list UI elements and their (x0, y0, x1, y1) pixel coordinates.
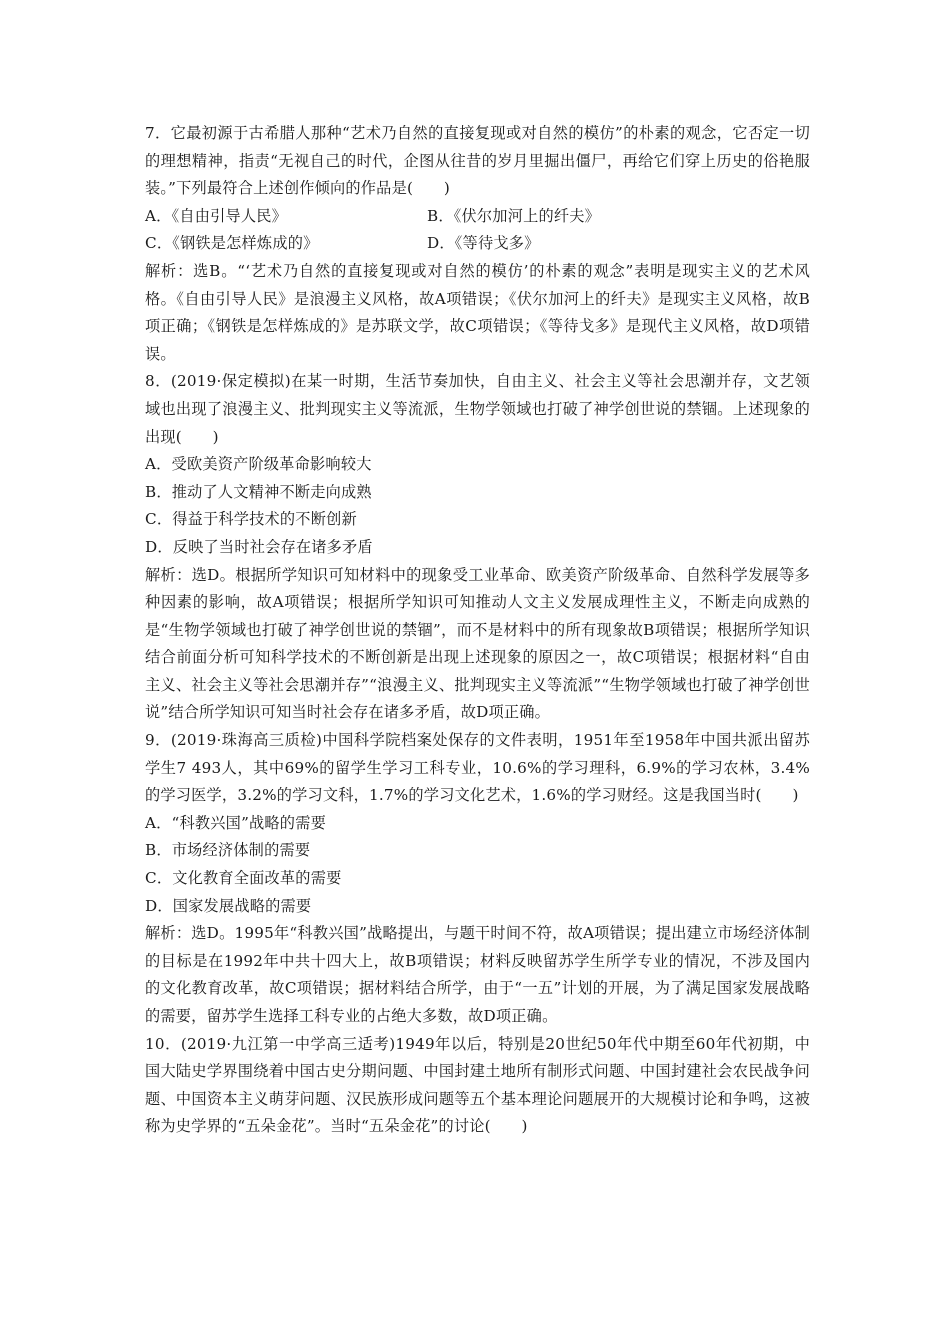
analysis: 解析：选D。1995年“科教兴国”战略提出，与题干时间不符，故A项错误；提出建立市场经济体制的目标是在1992年中共十四大上，故B项错误；材料反映留苏学生所学专业的情况，不涉及国内的文化教育改革，故C项错误；据材料结合所学，由于“一五”计划的开展，为了满足国家发展战略的需要，留苏学生选择工科专业的占绝大多数，故D项正确。 (145, 924, 810, 1025)
analysis: 解析：选B。“‘艺术乃自然的直接复现或对自然的模仿’的朴素的观念”表明是现实主义的艺术风格。《自由引导人民》是浪漫主义风格，故A项错误；《伏尔加河上的纤夫》是现实主义风格，故B项正确；《钢铁是怎样炼成的》是苏联文学，故C项错误；《等待戈多》是现代主义风格，故D项错误。 (145, 261, 810, 363)
question-7 (145, 120, 810, 368)
option-c: C．文化教育全面改革的需要 (145, 869, 342, 888)
option-b: B．《伏尔加河上的纤夫》 (427, 206, 601, 225)
question-8 (145, 368, 810, 727)
option-a: A．“科教兴国”战略的需要 (145, 813, 326, 832)
option-row (145, 203, 810, 231)
option-a: A．《自由引导人民》 (145, 206, 288, 225)
option-b: B．推动了人文精神不断走向成熟 (145, 482, 372, 501)
option-c: C．《钢铁是怎样炼成的》 (145, 234, 319, 253)
question-stem: 10．(2019·九江第一中学高三适考)1949年以后，特别是20世纪50年代中期至60年代初期，中国大陆史学界围绕着中国古史分期问题、中国封建土地所有制形式问题、中国封建社会农民战争问题、中国资本主义萌芽问题、汉民族形成问题等五个基本理论问题展开的大规模讨论和争鸣，这被称为史学界的“五朵金花”。当时“五朵金花”的讨论( ) (145, 1034, 810, 1136)
option-d: D．国家发展战略的需要 (145, 896, 312, 915)
analysis: 解析：选D。根据所学知识可知材料中的现象受工业革命、欧美资产阶级革命、自然科学发展等多种因素的影响，故A项错误；根据所学知识可知推动人文主义发展成理性主义，不断走向成熟的是“生物学领域也打破了神学创世说的禁锢”，而不是材料中的所有现象故B项错误；根据所学知识结合前面分析可知科学技术的不断创新是出现上述现象的原因之一，故C项错误；根据材料“自由主义、社会主义等社会思潮并存”“浪漫主义、批判现实主义等流派”“生物学领域也打破了神学创世说”结合所学知识可知当时社会存在诸多矛盾，故D项正确。 (145, 565, 810, 722)
document-page (145, 120, 810, 1141)
option-a: A．受欧美资产阶级革命影响较大 (145, 455, 372, 474)
question-10 (145, 1031, 810, 1141)
question-stem: 7．它最初源于古希腊人那种“艺术乃自然的直接复现或对自然的模仿”的朴素的观念，它否定一切的理想精神，指责“无视自己的时代，企图从往昔的岁月里掘出僵尸，再给它们穿上历史的俗艳服装。”下列最符合上述创作倾向的作品是( ) (145, 124, 810, 198)
option-d: D．反映了当时社会存在诸多矛盾 (145, 537, 373, 556)
option-b: B．市场经济体制的需要 (145, 841, 311, 860)
question-stem: 8．(2019·保定模拟)在某一时期，生活节奏加快，自由主义、社会主义等社会思潮并存，文艺领域也出现了浪漫主义、批判现实主义等流派，生物学领域也打破了神学创世说的禁锢。上述现象的出现( ) (145, 372, 810, 446)
question-stem: 9．(2019·珠海高三质检)中国科学院档案处保存的文件表明，1951年至1958年中国共派出留苏学生7 493人，其中69%的留学生学习工科专业，10.6%的学习理科，6.9%的学习农林，3.4%的学习医学，3.2%的学习文科，1.7%的学习文化艺术，1.6%的学习财经。这是我国当时( ) (145, 731, 810, 805)
option-row (145, 230, 810, 258)
option-d: D．《等待戈多》 (427, 234, 540, 253)
option-c: C．得益于科学技术的不断创新 (145, 510, 357, 529)
question-9 (145, 727, 810, 1031)
